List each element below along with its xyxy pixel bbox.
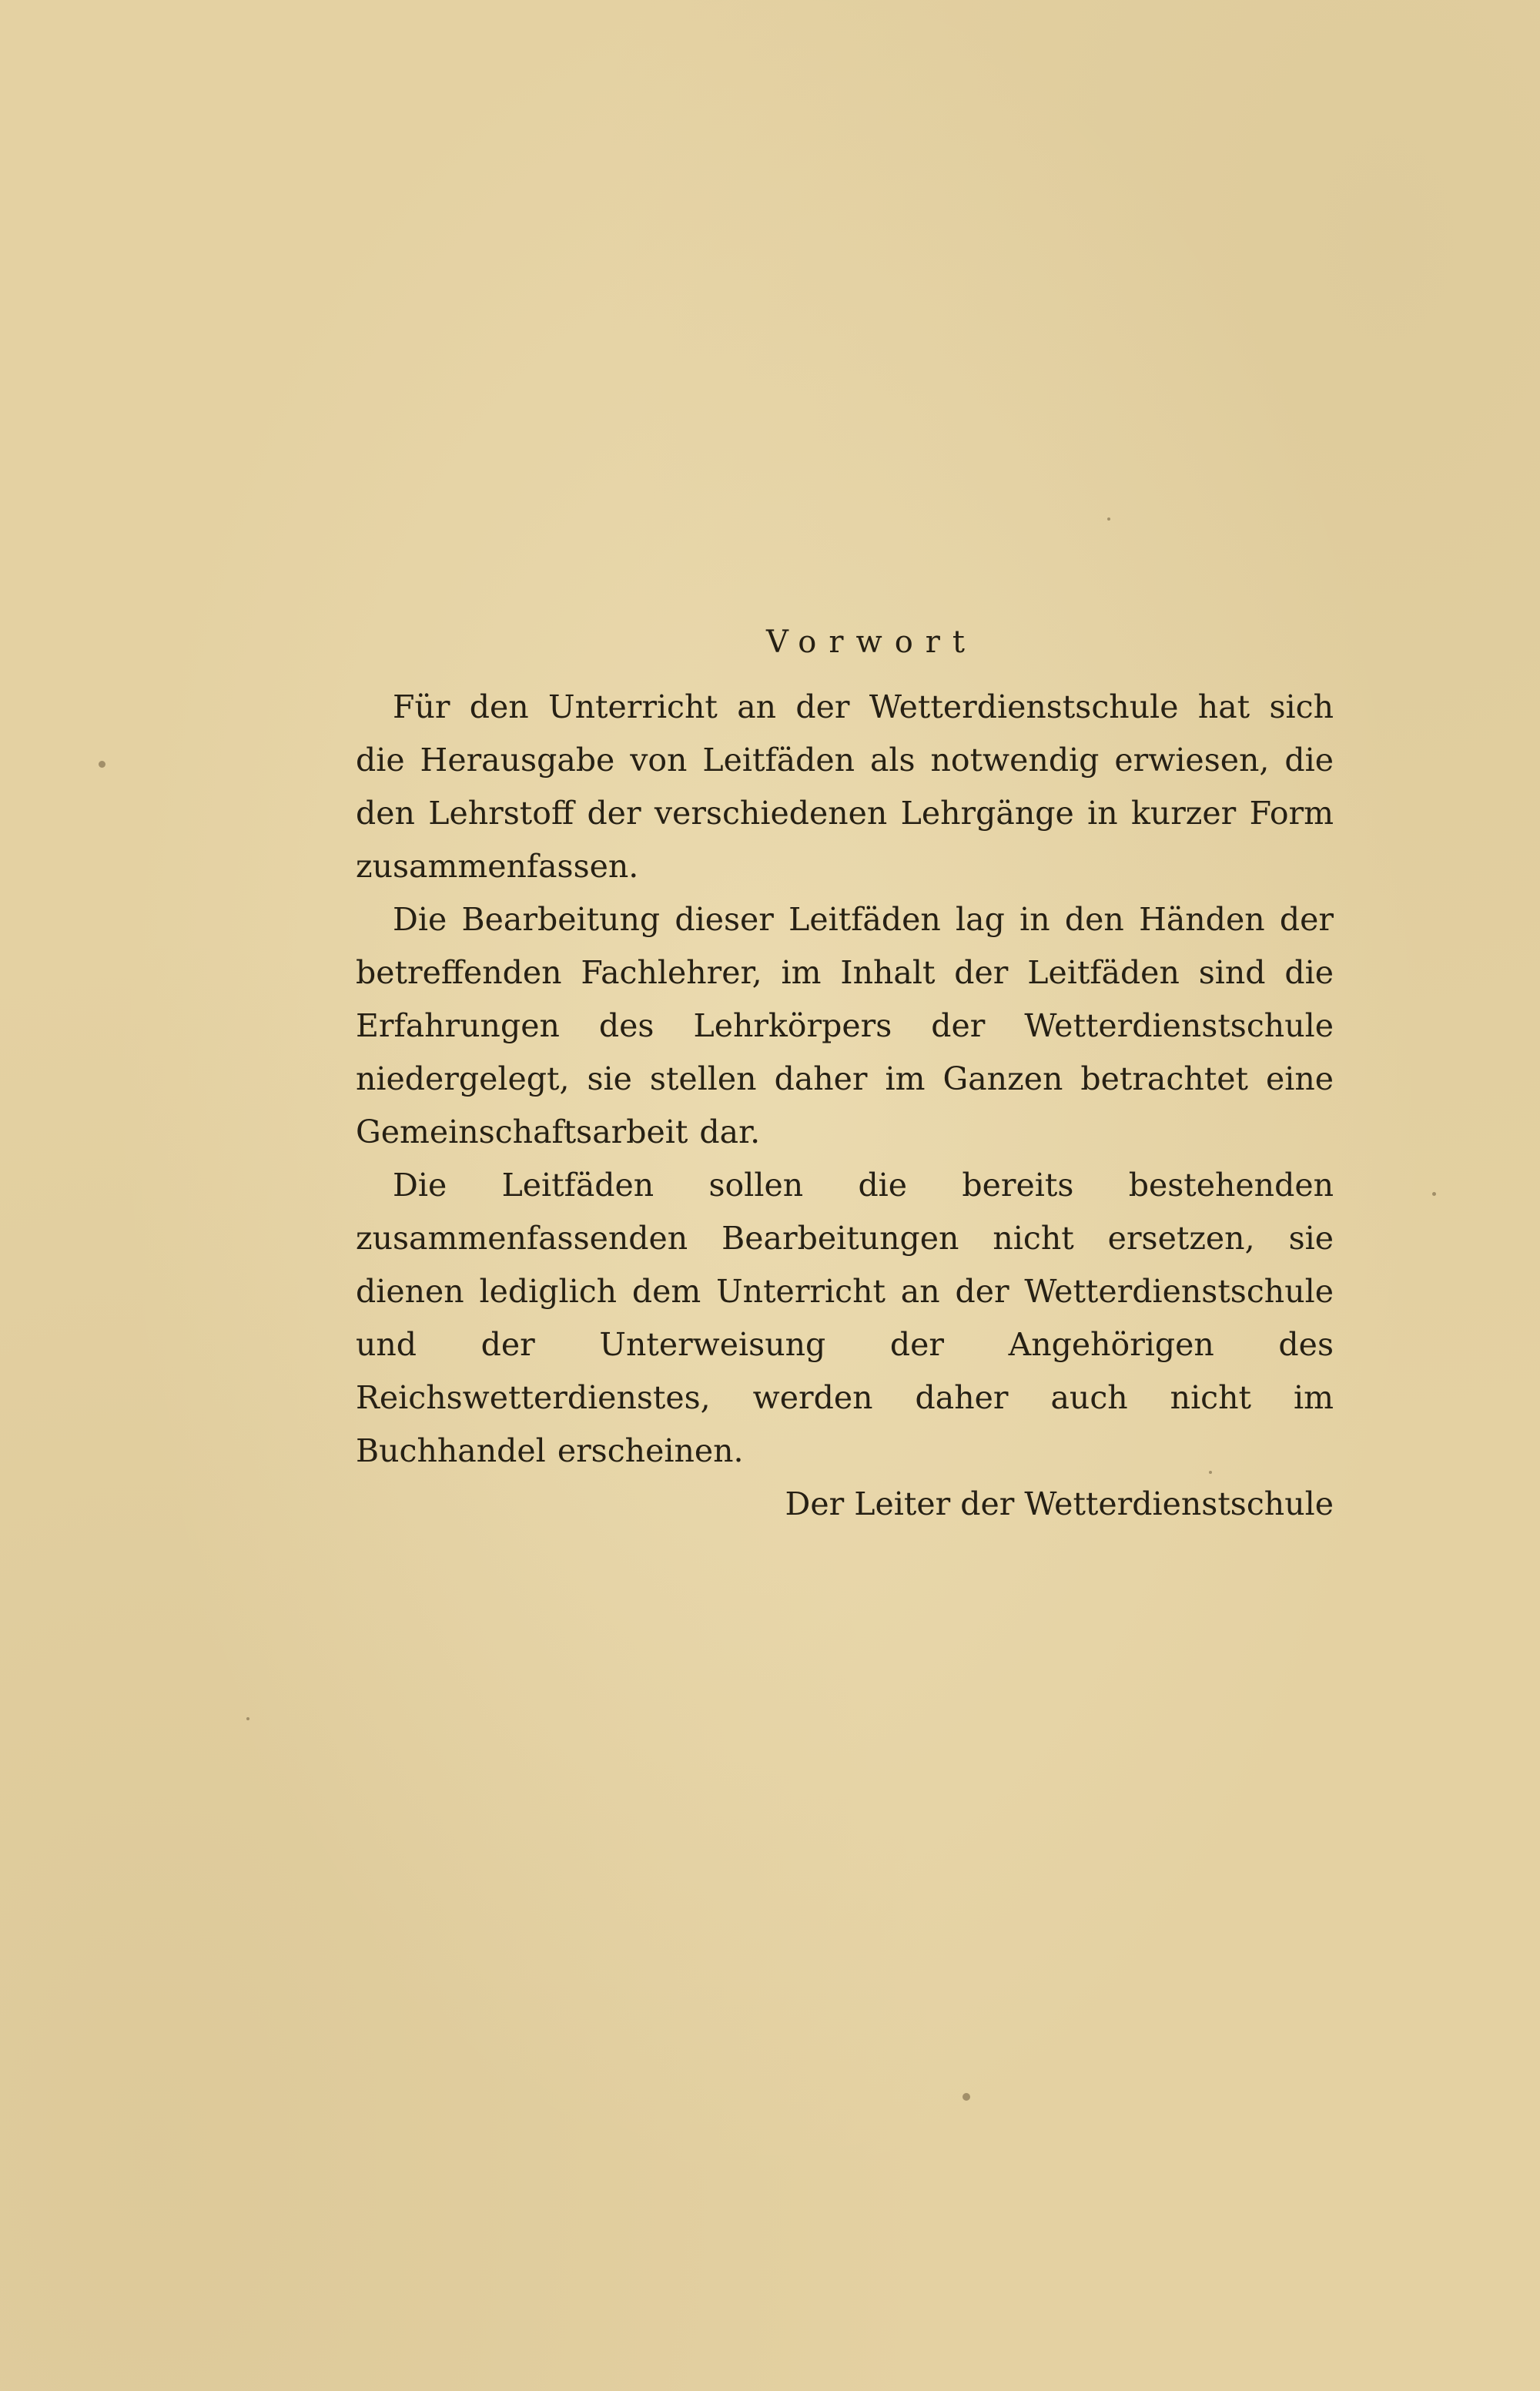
paper-speck (246, 1717, 249, 1720)
preface-paragraph-3: Die Leitfäden sollen die bereits bestehenden zusammenfassenden Bearbeitungen nicht ersetzen, sie dienen lediglich dem Unterricht an der Wetterdienstschule und der Unterweisung der Angehörigen des Reichswetterdienstes, werden daher auch nicht im Buchhandel erscheinen. (356, 1167, 1334, 1469)
preface-signature: Der Leiter der Wetterdienstschule (785, 1485, 1334, 1522)
preface-paragraph-2: Die Bearbeitung dieser Leitfäden lag in den Händen der betreffenden Fachlehrer, im Inhalt der Leitfäden sind die Erfahrungen des Lehrkörpers der Wetterdienstschule niedergelegt, sie stellen daher im Ganzen betrachtet eine Gemeinschaftsarbeit dar. (356, 901, 1334, 1150)
preface-title: Vorwort (766, 625, 977, 660)
paper-speck (99, 761, 105, 768)
preface-text-block (356, 621, 1334, 1531)
paper-speck (1432, 1192, 1436, 1196)
preface-paragraph-1: Für den Unterricht an der Wetterdienstschule hat sich die Herausgabe von Leitfäden als notwendig erwiesen, die den Lehrstoff der verschiedenen Lehrgänge in kurzer Form zusammenfassen. (356, 688, 1334, 885)
paper-speck (962, 2093, 970, 2101)
paper-speck (1107, 517, 1110, 521)
